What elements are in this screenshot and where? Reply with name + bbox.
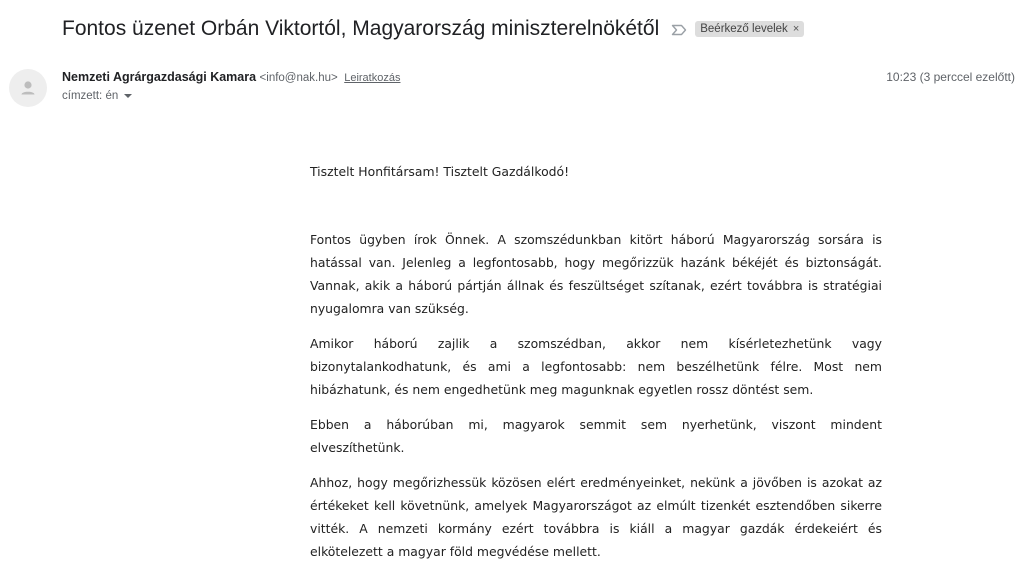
recipient-text: címzett: én bbox=[62, 90, 119, 102]
email-timestamp: 10:23 (3 perccel ezelőtt) bbox=[886, 70, 1015, 84]
person-avatar-icon bbox=[18, 78, 38, 98]
recipient-line bbox=[62, 90, 132, 102]
sender-email: <info@nak.hu> bbox=[259, 72, 338, 84]
body-paragraph-3: Ebben a háborúban mi, magyarok semmit sem nyerhetünk, viszont mindent elveszíthetünk. bbox=[310, 417, 882, 455]
inbox-label-text: Beérkező levelek bbox=[700, 23, 788, 35]
importance-marker-icon[interactable] bbox=[671, 23, 687, 35]
body-paragraph-2: Amikor háború zajlik a szomszédban, akkor nem kísérletezhetünk vagy bizonytalankodhatunk, és ami a legfontosabb: nem beszélhetünk félre. Most nem hibázhatunk, és nem engedhetünk meg magunknak egyetlen rossz döntést sem. bbox=[310, 336, 882, 397]
body-paragraph-1: Fontos ügyben írok Önnek. A szomszédunkban kitört háború Magyarország sorsára is hatással van. Jelenleg a legfontosabb, hogy megőrizzük hazánk békéjét és biztonságát. Vannak, akik a háború pártján állnak és feszültséget szítanak, ezért továbbra is stratégiai nyugalomra van szükség. bbox=[310, 232, 882, 316]
body-greeting: Tisztelt Honfitársam! Tisztelt Gazdálkodó! bbox=[310, 164, 570, 179]
email-subject: Fontos üzenet Orbán Viktortól, Magyarország miniszterelnökétől bbox=[62, 17, 660, 40]
body-paragraph-4: Ahhoz, hogy megőrizhessük közösen elért eredményeinket, nekünk a jövőben is azokat az értékeket kell követnünk, amelyek Magyarországot az elmúlt tizenkét esztendőben sikerre vitték. A nemzeti kormány ezért továbbra is kiáll a magyar gazdák érdekeiért és elkötelezett a magyar föld megvédése mellett. bbox=[310, 475, 882, 559]
inbox-label-chip[interactable] bbox=[695, 21, 804, 37]
sender-name[interactable]: Nemzeti Agrárgazdasági Kamara bbox=[62, 70, 257, 84]
remove-label-button[interactable]: × bbox=[792, 23, 800, 35]
sender-line bbox=[62, 70, 400, 84]
email-body bbox=[310, 160, 882, 575]
subject-row bbox=[62, 14, 804, 44]
sender-avatar[interactable] bbox=[9, 69, 47, 107]
chevron-down-icon[interactable] bbox=[124, 94, 132, 98]
unsubscribe-link[interactable]: Leiratkozás bbox=[344, 72, 401, 84]
